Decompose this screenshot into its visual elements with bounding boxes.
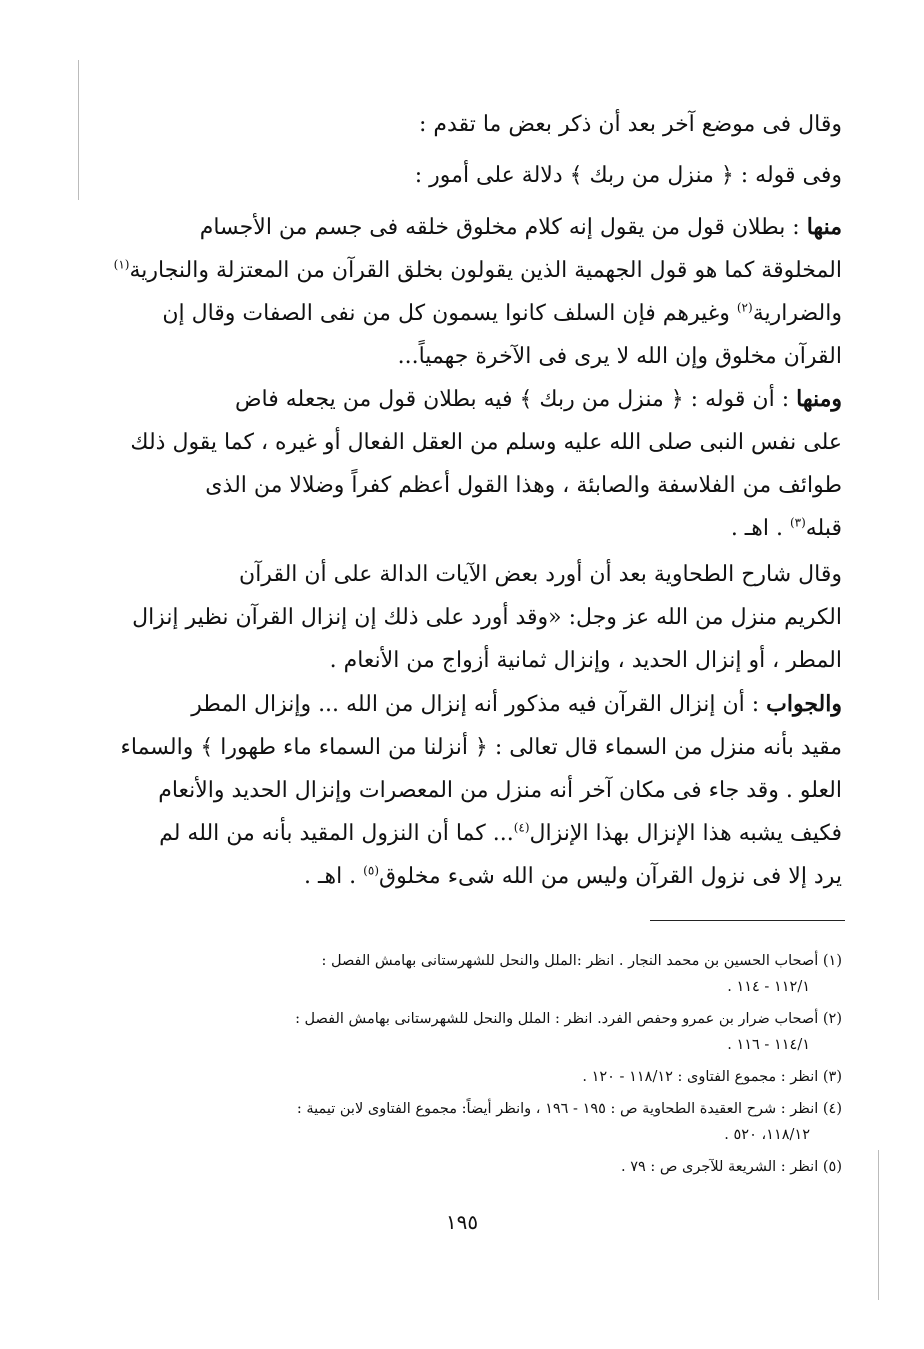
paragraph-line: العلو . وقد جاء فى مكان آخر أنه منزل من المعصرات وإنزال الحديد والأنعام bbox=[158, 778, 842, 803]
line-text: والضرارية bbox=[752, 301, 842, 326]
line-text: : بطلان قول من يقول إنه كلام مخلوق خلقه فى جسم من الأجسام bbox=[199, 215, 807, 240]
intro-block bbox=[152, 103, 842, 197]
line-text: يرد إلا فى نزول القرآن وليس من الله شىء مخلوق bbox=[379, 864, 842, 889]
footnote-text: (١) أصحاب الحسين بن محمد النجار . انظر :الملل والنحل للشهرستانى بهامش الفصل : bbox=[321, 953, 842, 969]
paragraph-line bbox=[152, 378, 842, 421]
footnote-text: (٤) انظر : شرح العقيدة الطحاوية ص : ١٩٥ - ١٩٦ ، وانظر أيضاً: مجموع الفتاوى لابن تيمية : bbox=[296, 1101, 842, 1117]
paragraph-line: وقال شارح الطحاوية بعد أن أورد بعض الآيات الدالة على أن القرآن bbox=[239, 562, 842, 587]
line-text: وغيرهم فإن السلف كانوا يسمون كل من نفى الصفات وقال إن bbox=[162, 301, 737, 326]
paragraph-wa-minha bbox=[130, 378, 842, 550]
footnote-text: (٥) انظر : الشريعة للآجرى ص : ٧٩ . bbox=[620, 1159, 842, 1175]
scan-edge-mark bbox=[878, 1150, 879, 1300]
line-text: فكيف يشبه هذا الإنزال بهذا الإنزال bbox=[529, 821, 842, 846]
footnote-ref: (٤) bbox=[513, 820, 530, 835]
intro-line-2: وفى قوله : ﴿ منزل من ربك ﴾ دلالة على أمور : bbox=[414, 163, 842, 188]
paragraph-line: طوائف من الفلاسفة والصابئة ، وهذا القول أعظم كفراً وضلالا من الذى bbox=[205, 473, 842, 498]
paragraph-line bbox=[152, 683, 842, 726]
line-text: : أن إنزال القرآن فيه مذكور أنه إنزال من الله ... وإنزال المطر bbox=[191, 692, 767, 717]
paragraph-line bbox=[152, 812, 842, 855]
paragraph-minha bbox=[113, 206, 842, 378]
intro-line-1: وقال فى موضع آخر بعد أن ذكر بعض ما تقدم : bbox=[419, 112, 842, 137]
line-text: قبله bbox=[805, 516, 842, 541]
footnote-divider bbox=[650, 920, 845, 921]
line-text: ... كما أن النزول المقيد بأنه من الله لم bbox=[159, 821, 514, 846]
line-text: . اهـ . bbox=[730, 516, 790, 541]
footnote-text: (٣) انظر : مجموع الفتاوى : ١١٨/١٢ - ١٢٠ . bbox=[582, 1069, 842, 1085]
footnote-4 bbox=[122, 1096, 842, 1148]
footnote-ref: (٣) bbox=[789, 515, 806, 530]
footnote-text: (٢) أصحاب ضرار بن عمرو وحفص الفرد. انظر : الملل والنحل للشهرستانى بهامش الفصل : bbox=[295, 1011, 842, 1027]
page-number: ١٩٥ bbox=[445, 1210, 479, 1234]
paragraph-lead: والجواب bbox=[766, 691, 842, 717]
line-text: : أن قوله : ﴿ منزل من ربك ﴾ فيه بطلان قول من يجعله فاض bbox=[234, 387, 797, 412]
line-text: المخلوقة كما هو قول الجهمية الذين يقولون بخلق القرآن من المعتزلة والنجارية bbox=[129, 258, 842, 283]
footnote-1 bbox=[122, 948, 842, 1000]
paragraph-line bbox=[152, 507, 842, 550]
footnote-ref: (٢) bbox=[736, 300, 753, 315]
paragraph-line: الكريم منزل من الله عز وجل: «وقد أورد على ذلك إن إنزال القرآن نظير إنزال bbox=[132, 605, 842, 630]
footnote-5 bbox=[122, 1154, 842, 1180]
footnote-text: ١١٨/١٢، ٥٢٠ . bbox=[724, 1127, 810, 1143]
footnotes bbox=[122, 948, 842, 1180]
paragraph-line bbox=[152, 855, 842, 898]
footnote-3 bbox=[122, 1064, 842, 1090]
paragraph-jawab bbox=[120, 683, 842, 898]
paragraph-tahawiyya bbox=[132, 553, 842, 682]
footnote-ref: (٥) bbox=[363, 863, 379, 878]
scan-edge-mark bbox=[78, 60, 79, 200]
footnote-text: ١١٤/١ - ١١٦ . bbox=[727, 1037, 810, 1053]
line-text: . اهـ . bbox=[304, 864, 364, 889]
paragraph-lead: ومنها bbox=[796, 386, 842, 412]
paragraph-line: القرآن مخلوق وإن الله لا يرى فى الآخرة جهمياً... bbox=[397, 344, 842, 369]
paragraph-line bbox=[152, 292, 842, 335]
paragraph-line bbox=[152, 206, 842, 249]
footnote-ref: (١) bbox=[113, 257, 130, 272]
paragraph-line: المطر ، أو إنزال الحديد ، وإنزال ثمانية أزواج من الأنعام . bbox=[329, 648, 842, 673]
paragraph-lead: منها bbox=[806, 214, 842, 240]
paragraph-line: مقيد بأنه منزل من السماء قال تعالى : ﴿ أنزلنا من السماء ماء طهورا ﴾ والسماء bbox=[120, 735, 842, 760]
footnote-2 bbox=[122, 1006, 842, 1058]
paragraph-line bbox=[113, 249, 842, 292]
footnote-text: ١١٢/١ - ١١٤ . bbox=[727, 979, 810, 995]
paragraph-line: على نفس النبى صلى الله عليه وسلم من العقل الفعال أو غيره ، كما يقول ذلك bbox=[130, 430, 842, 455]
